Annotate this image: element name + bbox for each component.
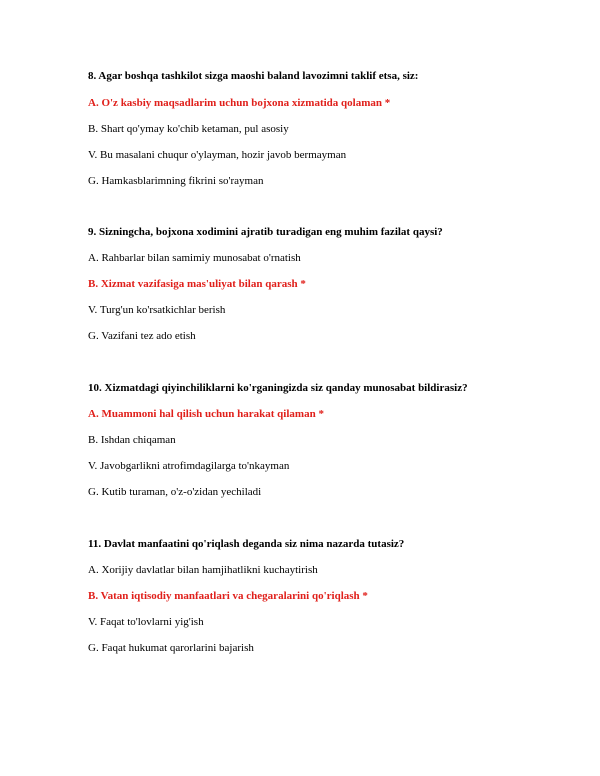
option-g: G. Hamkasblarimning fikrini so'rayman [88,175,264,187]
option-g: G. Vazifani tez ado etish [88,330,196,342]
option-v: V. Bu masalani chuqur o'ylayman, hozir javob bermayman [88,149,347,161]
question-title: 10. Xizmatdagi qiyinchiliklarni ko'rganingizda siz qanday munosabat bildirasiz? [88,382,468,394]
option-v: V. Faqat to'lovlarni yig'ish [88,616,204,628]
option-a: A. O'z kasbiy maqsadlarim uchun bojxona xizmatida qolaman * [88,97,391,109]
question-9 [88,226,568,342]
option-g: G. Faqat hukumat qarorlarini bajarish [88,642,254,654]
option-b: B. Vatan iqtisodiy manfaatlari va chegaralarini qo'riqlash * [88,590,368,602]
question-title: 11. Davlat manfaatini qo'riqlash deganda siz nima nazarda tutasiz? [88,538,405,550]
option-b: B. Shart qo'ymay ko'chib ketaman, pul asosiy [88,123,289,135]
option-b: B. Xizmat vazifasiga mas'uliyat bilan qarash * [88,278,306,290]
option-b: B. Ishdan chiqaman [88,434,176,446]
option-v: V. Turg'un ko'rsatkichlar berish [88,304,226,316]
question-title: 8. Agar boshqa tashkilot sizga maoshi baland lavozimni taklif etsa, siz: [88,70,419,82]
question-11 [88,538,568,654]
option-v: V. Javobgarlikni atrofimdagilarga to'nkayman [88,460,290,472]
option-a: A. Muammoni hal qilish uchun harakat qilaman * [88,408,324,420]
option-g: G. Kutib turaman, o'z-o'zidan yechiladi [88,486,262,498]
option-a: A. Rahbarlar bilan samimiy munosabat o'rnatish [88,252,301,264]
question-title: 9. Sizningcha, bojxona xodimini ajratib turadigan eng muhim fazilat qaysi? [88,226,443,238]
option-a: A. Xorijiy davlatlar bilan hamjihatlikni kuchaytirish [88,564,318,576]
question-8 [88,70,568,187]
question-10 [88,382,568,498]
